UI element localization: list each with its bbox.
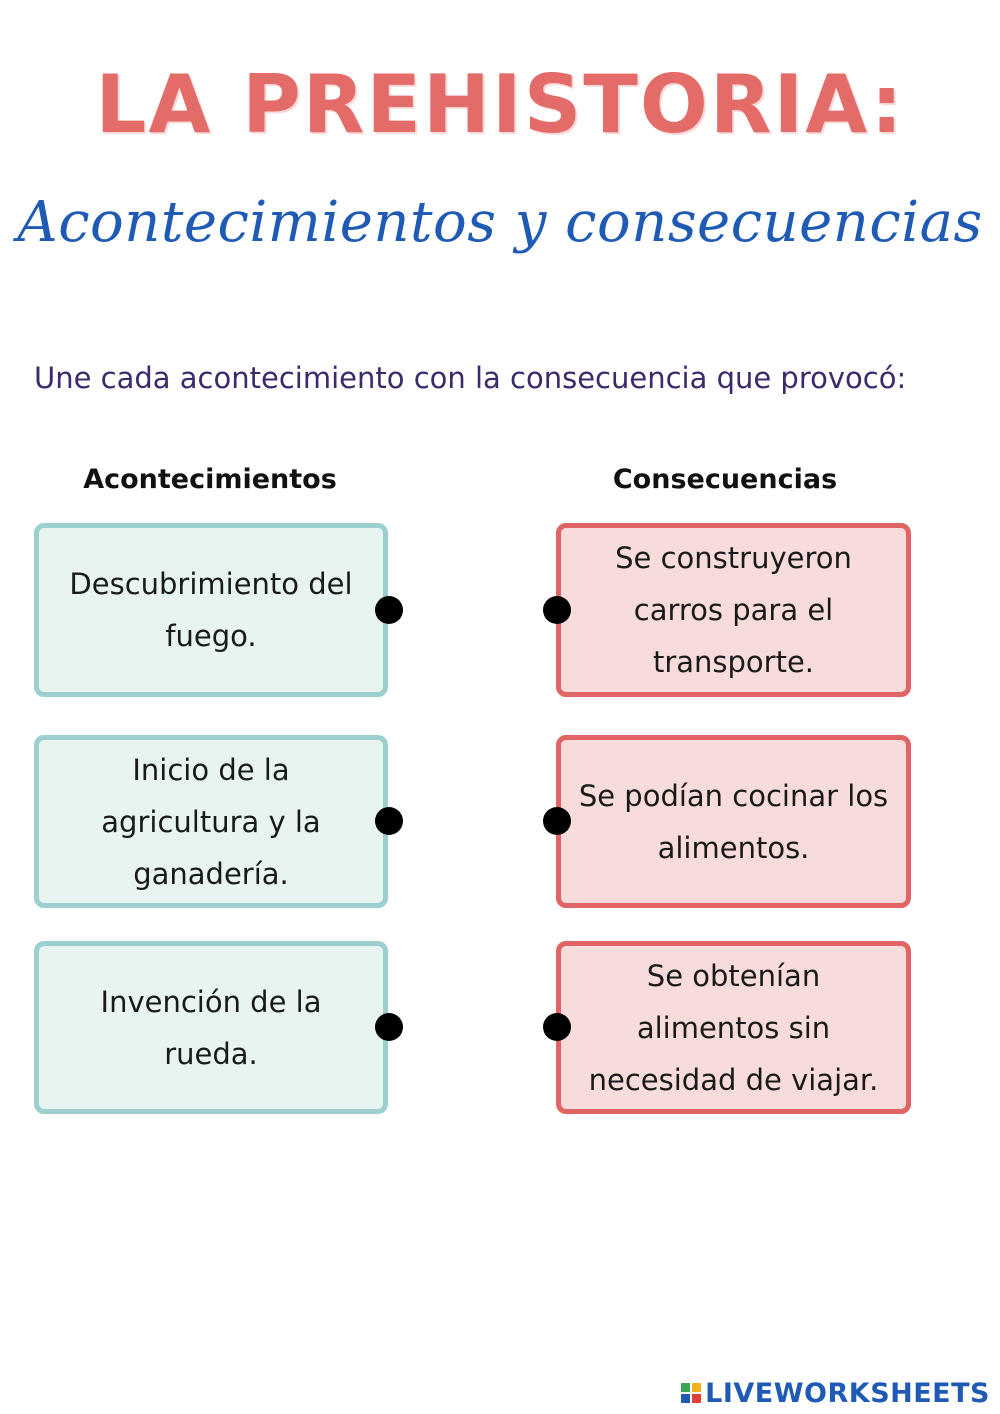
brand-name: LIVEWORKSHEETS	[705, 1377, 990, 1409]
liveworksheets-brand	[681, 1378, 990, 1408]
consequence-connector-dot-2[interactable]	[543, 807, 571, 835]
liveworksheets-logo-icon	[681, 1383, 701, 1403]
event-label: Inicio de la agricultura y la ganadería.	[101, 752, 321, 891]
event-label: Descubrimiento del fuego.	[69, 567, 353, 653]
event-connector-dot-3[interactable]	[375, 1013, 403, 1041]
event-connector-dot-1[interactable]	[375, 596, 403, 624]
event-label: Invención de la rueda.	[100, 984, 322, 1071]
consequence-label: Se podían cocinar los alimentos.	[578, 778, 889, 865]
consequence-label: Se obtenían alimentos sin necesidad de viajar.	[588, 958, 879, 1097]
event-card-fire	[34, 523, 388, 697]
consequence-card-cooking	[556, 735, 911, 908]
event-card-agriculture	[34, 735, 388, 908]
consequences-column-header: Consecuencias	[612, 464, 838, 495]
event-card-wheel	[34, 941, 388, 1114]
event-connector-dot-2[interactable]	[375, 807, 403, 835]
events-column-header: Acontecimientos	[83, 464, 337, 495]
instruction-text: Une cada acontecimiento con la consecuencia que provocó:	[34, 361, 907, 395]
consequence-label: Se construyeron carros para el transporte.	[615, 541, 852, 679]
consequence-connector-dot-1[interactable]	[543, 596, 571, 624]
page-subtitle: Acontecimientos y consecuencias	[17, 190, 983, 255]
consequence-card-food	[556, 941, 911, 1114]
page-title: LA PREHISTORIA:	[95, 58, 905, 151]
consequence-card-carts	[556, 523, 911, 697]
consequence-connector-dot-3[interactable]	[543, 1013, 571, 1041]
